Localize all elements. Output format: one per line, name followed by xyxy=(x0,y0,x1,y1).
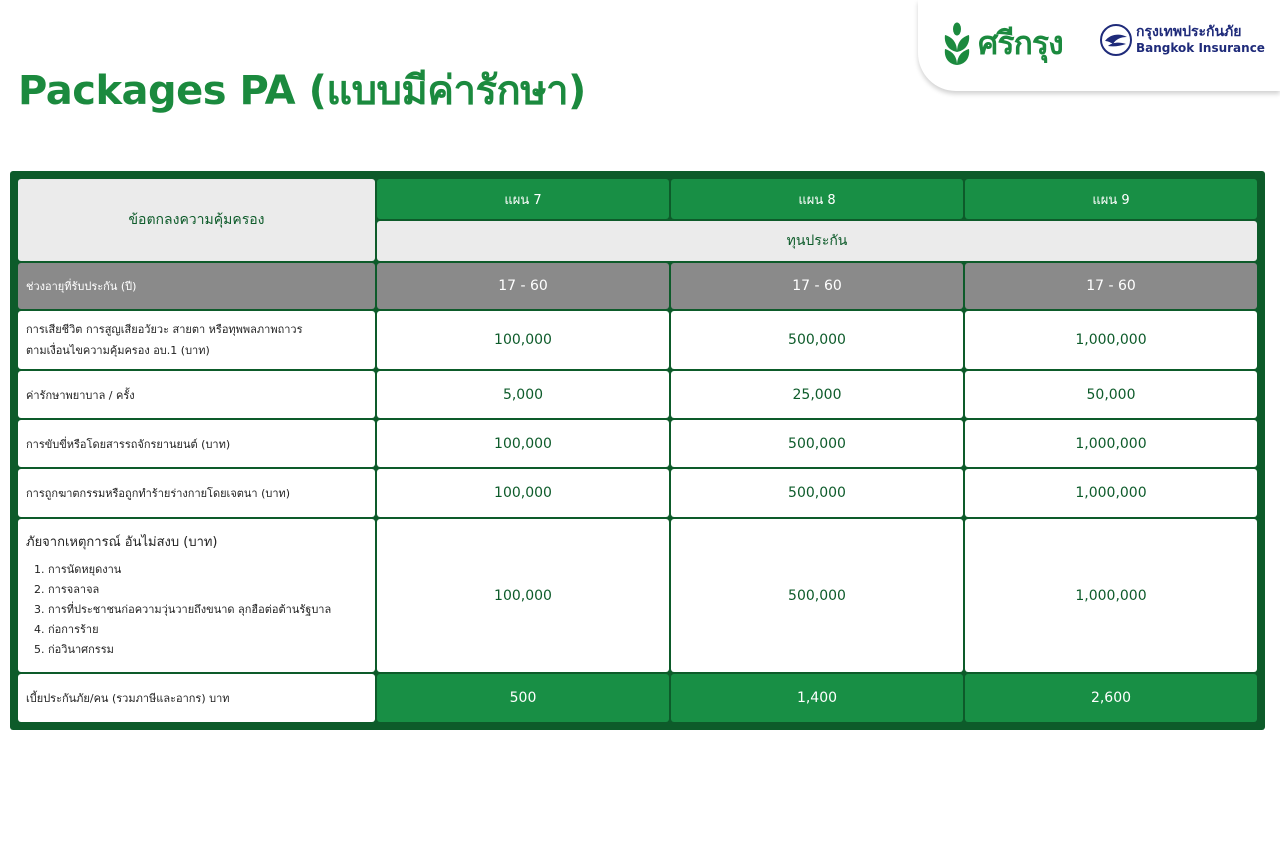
motorcycle-plan-7: 100,000 xyxy=(377,420,669,467)
assault-plan-7: 100,000 xyxy=(377,469,669,517)
srikrung-logo xyxy=(942,18,1063,69)
death-disability-plan-8: 500,000 xyxy=(671,311,963,369)
medical-expense-plan-8: 25,000 xyxy=(671,371,963,418)
age-range-plan-9: 17 - 60 xyxy=(965,263,1257,309)
bangkok-insurance-emblem-icon xyxy=(1100,24,1132,56)
age-range-plan-8: 17 - 60 xyxy=(671,263,963,309)
plan-7-header: แผน 7 xyxy=(377,179,669,219)
medical-expense-plan-9: 50,000 xyxy=(965,371,1257,418)
death-disability-label-line2: ตามเงื่อนไขความคุ้มครอง อบ.1 (บาท) xyxy=(26,344,210,357)
list-item: 4. ก่อการร้าย xyxy=(48,620,331,640)
death-disability-label xyxy=(18,311,375,369)
motorcycle-plan-9: 1,000,000 xyxy=(965,420,1257,467)
age-range-label: ช่วงอายุที่รับประกัน (ปี) xyxy=(18,263,375,309)
coverage-header: ข้อตกลงความคุ้มครอง xyxy=(18,179,375,261)
list-item: 3. การที่ประชาชนก่อความวุ่นวายถึงขนาด ลุกฮือต่อต้านรัฐบาล xyxy=(48,600,331,620)
partner-logo-panel xyxy=(918,0,1280,91)
premium-label: เบี้ยประกันภัย/คน (รวมภาษีและอากร) บาท xyxy=(18,674,375,722)
motorcycle-label: การขับขี่หรือโดยสารรถจักรยานยนต์ (บาท) xyxy=(18,420,375,467)
assault-label: การถูกฆาตกรรมหรือถูกทำร้ายร่างกายโดยเจตนา (บาท) xyxy=(18,469,375,517)
age-range-plan-7: 17 - 60 xyxy=(377,263,669,309)
list-item: 2. การจลาจล xyxy=(48,580,331,600)
premium-plan-9: 2,600 xyxy=(965,674,1257,722)
page-title: Packages PA (แบบมีค่ารักษา) xyxy=(18,68,586,114)
list-item: 5. ก่อวินาศกรรม xyxy=(48,640,331,660)
death-disability-plan-7: 100,000 xyxy=(377,311,669,369)
motorcycle-plan-8: 500,000 xyxy=(671,420,963,467)
civil-unrest-title: ภัยจากเหตุการณ์ อันไม่สงบ (บาท) xyxy=(26,535,218,550)
coverage-table xyxy=(10,171,1265,730)
assault-plan-8: 500,000 xyxy=(671,469,963,517)
medical-expense-plan-7: 5,000 xyxy=(377,371,669,418)
sum-insured-header: ทุนประกัน xyxy=(377,221,1257,261)
death-disability-label-line1: การเสียชีวิต การสูญเสียอวัยวะ สายตา หรือทุพพลภาพถาวร xyxy=(26,323,303,336)
sprout-icon xyxy=(942,22,972,66)
civil-unrest-label xyxy=(18,519,375,672)
civil-unrest-plan-9: 1,000,000 xyxy=(965,519,1257,672)
premium-plan-7: 500 xyxy=(377,674,669,722)
bki-english-name: Bangkok Insurance xyxy=(1136,41,1265,55)
civil-unrest-list xyxy=(26,560,331,660)
srikrung-wordmark: ศรีกรุง xyxy=(978,24,1063,62)
medical-expense-label: ค่ารักษาพยาบาล / ครั้ง xyxy=(18,371,375,418)
civil-unrest-plan-8: 500,000 xyxy=(671,519,963,672)
bangkok-insurance-logo xyxy=(1100,24,1265,56)
bki-thai-name: กรุงเทพประกันภัย xyxy=(1136,24,1242,40)
civil-unrest-plan-7: 100,000 xyxy=(377,519,669,672)
plan-8-header: แผน 8 xyxy=(671,179,963,219)
plan-9-header: แผน 9 xyxy=(965,179,1257,219)
death-disability-plan-9: 1,000,000 xyxy=(965,311,1257,369)
premium-plan-8: 1,400 xyxy=(671,674,963,722)
assault-plan-9: 1,000,000 xyxy=(965,469,1257,517)
list-item: 1. การนัดหยุดงาน xyxy=(48,560,331,580)
